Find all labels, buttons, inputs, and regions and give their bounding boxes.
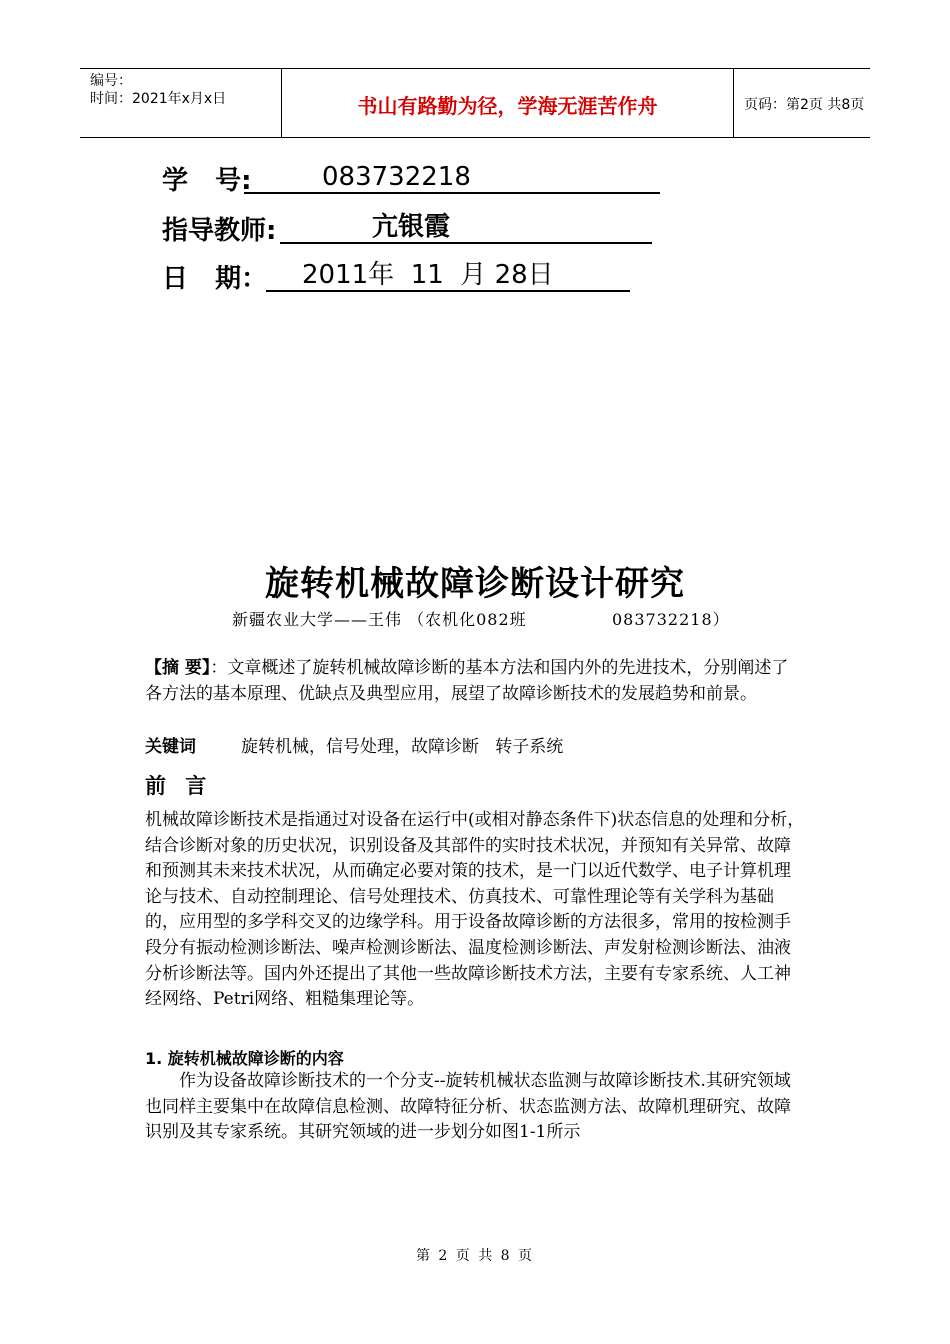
- abstract-text: ：文章概述了旋转机械故障诊断的基本方法和国内外的先进技术，分别阐述了各方法的基本原理、优缺点及典型应用，展望了故障诊断技术的发展趋势和前景。: [145, 658, 789, 704]
- header-page-cell: [734, 69, 870, 137]
- advisor-label: 指导教师:: [162, 216, 277, 246]
- section1-text: 作为设备故障诊断技术的一个分支--旋转机械状态监测与故障诊断技术.其研究领域也同样主要集中在故障信息检测、故障特征分析、状态监测方法、故障机理研究、故障识别及其专家系统。其研究领域的进一步划分如图1-1所示: [145, 1071, 791, 1143]
- abstract: [145, 656, 805, 707]
- advisor-row: [162, 210, 451, 247]
- preface-body: [145, 808, 805, 1013]
- advisor-value: 亢银霞: [372, 212, 451, 242]
- header-motto: 书山有路勤为径，学海无涯苦作舟: [357, 93, 658, 118]
- student-id-value: 083732218: [322, 162, 471, 192]
- student-id-label: 学 号:: [162, 166, 252, 196]
- section1-body: [145, 1069, 805, 1146]
- paper-title: 旋转机械故障诊断设计研究: [265, 564, 685, 604]
- author-student-id: 083732218）: [612, 610, 730, 629]
- header-motto-cell: [282, 69, 734, 137]
- advisor-field: [280, 212, 652, 244]
- abstract-label: 【摘 要】: [145, 658, 211, 678]
- preface-heading: 前 言: [145, 774, 213, 798]
- student-id-row: [162, 160, 471, 197]
- preface-text: 机械故障诊断技术是指通过对设备在运行中(或相对静态条件下)状态信息的处理和分析，结合诊断对象的历史状况，识别设备及其部件的实时技术状况，并预知有关异常、故障和预测其未来技术状况，从而确定必要对策的技术，是一门以近代数学、电子计算机理论与技术、自动控制理论、信号处理技术、仿真技术、可靠性理论等有关学科为基础的，应用型的多学科交叉的边缘学科。用于设备故障诊断的方法很多，常用的按检测手段分有振动检测诊断法、噪声检测诊断法、温度检测诊断法、声发射检测诊断法、油液分析诊断法等。国内外还提出了其他一些故障诊断技术方法，主要有专家系统、人工神经网络、Petri网络、粗糙集理论等。: [145, 810, 805, 1010]
- header-left-cell: [80, 69, 282, 137]
- student-id-field: [244, 162, 660, 194]
- page-header: [80, 68, 870, 138]
- date-value: 2011年 11 月 28日: [302, 260, 554, 290]
- keywords-text: 旋转机械，信号处理，故障诊断 转子系统: [241, 737, 564, 757]
- section1-heading: 1. 旋转机械故障诊断的内容: [145, 1049, 344, 1068]
- date-row: [162, 258, 554, 295]
- date-field: [266, 260, 630, 292]
- author-text: 新疆农业大学——王伟 （农机化082班: [232, 610, 527, 629]
- page-footer: 第 2 页 共 8 页: [415, 1248, 535, 1264]
- author-line: [232, 607, 730, 630]
- date-label: 日 期：: [162, 264, 268, 294]
- time-label: 时间：2021年x月x日: [90, 91, 227, 107]
- header-page-info: 页码：第2页 共8页: [744, 97, 865, 113]
- number-label: 编号：: [90, 73, 132, 89]
- keywords-row: [145, 732, 564, 757]
- keywords-label: 关键词: [145, 737, 196, 757]
